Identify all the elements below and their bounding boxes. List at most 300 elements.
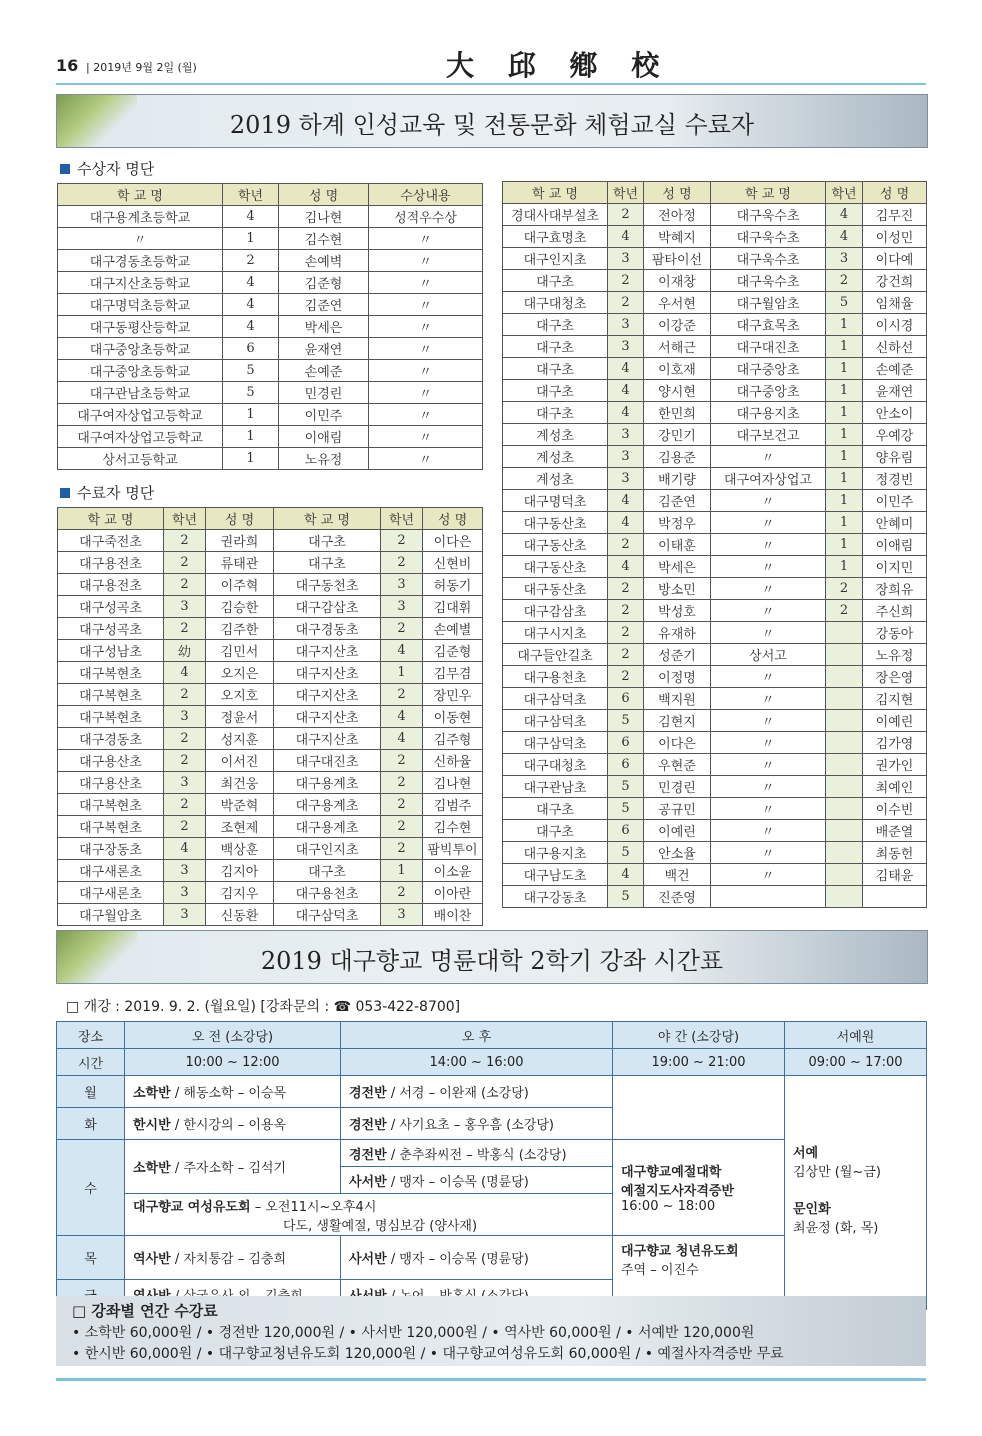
table-row xyxy=(503,666,927,688)
table-row xyxy=(58,662,483,684)
table-row xyxy=(503,534,927,556)
table-cell: 대구초 xyxy=(503,380,608,402)
table-cell: 대구복현초 xyxy=(58,662,164,684)
table-cell: 방소민 xyxy=(644,578,711,600)
column-header: 학년 xyxy=(826,182,863,204)
table-cell: 2 xyxy=(608,666,644,688)
table-row xyxy=(503,446,927,468)
table-cell: 안혜미 xyxy=(863,512,927,534)
table-cell: 3 xyxy=(164,596,206,618)
table-row xyxy=(58,574,483,596)
table-cell: 대구월암초 xyxy=(58,904,164,926)
table-cell: 김무겸 xyxy=(423,662,483,684)
table-cell: 대구초 xyxy=(503,798,608,820)
table-row xyxy=(58,448,483,470)
table-cell: 박혜지 xyxy=(644,226,711,248)
table-cell: 幼 xyxy=(164,640,206,662)
table-cell: 이시경 xyxy=(863,314,927,336)
column-header: 성 명 xyxy=(644,182,711,204)
table-cell: 이강준 xyxy=(644,314,711,336)
table-cell: 대구용계초등학교 xyxy=(58,206,223,228)
table-cell: 대구성곡초 xyxy=(58,596,164,618)
table-cell: 김현지 xyxy=(644,710,711,732)
table-cell: 성지훈 xyxy=(206,728,274,750)
table-cell: 1 xyxy=(826,556,863,578)
table-cell: 노유정 xyxy=(863,644,927,666)
wednesday-afternoon-1: 경전반 / 춘추좌씨전 – 박홍식 (소강당) xyxy=(341,1140,613,1167)
night-empty xyxy=(613,1076,785,1140)
table-cell: 5 xyxy=(608,710,644,732)
table-cell: 〃 xyxy=(369,316,483,338)
table-cell: 〃 xyxy=(711,820,826,842)
table-cell: 2 xyxy=(608,534,644,556)
table-cell: 2 xyxy=(164,750,206,772)
awards-section-title: 수상자 명단 xyxy=(60,158,154,179)
table-cell: 이정명 xyxy=(644,666,711,688)
table-cell: 대구삼덕초 xyxy=(274,904,381,926)
table-cell: 대구중앙초 xyxy=(711,380,826,402)
table-cell: 대구초 xyxy=(503,270,608,292)
table-cell: 〃 xyxy=(711,600,826,622)
table-cell: 대구인지초 xyxy=(503,248,608,270)
table-cell: 3 xyxy=(826,248,863,270)
table-cell: 대구명덕초 xyxy=(503,490,608,512)
table-row xyxy=(58,794,483,816)
table-row xyxy=(58,640,483,662)
table-cell: 대구초 xyxy=(274,860,381,882)
table-row xyxy=(503,292,927,314)
table-cell: 3 xyxy=(381,904,423,926)
table-row xyxy=(503,732,927,754)
table-row xyxy=(58,206,483,228)
table-row xyxy=(58,618,483,640)
table-row xyxy=(503,468,927,490)
thursday-afternoon: 사서반 / 맹자 – 이승목 (명륜당) xyxy=(341,1236,613,1280)
column-header: 학년 xyxy=(223,184,279,206)
table-cell: 대구중앙초등학교 xyxy=(58,338,223,360)
afternoon-time: 14:00 ~ 16:00 xyxy=(341,1049,613,1076)
table-cell: 대구초 xyxy=(274,552,381,574)
table-cell: 대구욱수초 xyxy=(711,204,826,226)
table-row xyxy=(58,530,483,552)
table-cell: 대구동산초 xyxy=(503,534,608,556)
table-cell: 2 xyxy=(608,644,644,666)
table-cell: 4 xyxy=(164,838,206,860)
table-row xyxy=(58,728,483,750)
table-row xyxy=(503,644,927,666)
table-cell xyxy=(826,688,863,710)
table-cell: 1 xyxy=(826,534,863,556)
column-header: 성 명 xyxy=(279,184,369,206)
completion-banner xyxy=(56,94,928,148)
table-cell: 배준열 xyxy=(863,820,927,842)
table-cell: 계성초 xyxy=(503,424,608,446)
table-row xyxy=(503,578,927,600)
table-cell: 대구들안길초 xyxy=(503,644,608,666)
table-cell: 대구감삼초 xyxy=(503,600,608,622)
table-cell: 〃 xyxy=(369,272,483,294)
table-cell: 6 xyxy=(608,688,644,710)
thursday-night: 대구향교 청년유도회 주역 – 이진수 xyxy=(613,1236,785,1310)
table-cell: 4 xyxy=(608,358,644,380)
table-cell: 백상훈 xyxy=(206,838,274,860)
table-cell: 6 xyxy=(608,820,644,842)
table-cell: 대구용계초 xyxy=(274,772,381,794)
table-cell: 대구동천초 xyxy=(274,574,381,596)
day-label: 월 xyxy=(57,1076,125,1108)
fees-title: □ 강좌별 연간 수강료 xyxy=(72,1302,218,1320)
table-cell: 3 xyxy=(164,882,206,904)
table-cell: 4 xyxy=(381,640,423,662)
table-cell: 〃 xyxy=(711,710,826,732)
table-cell: 이애림 xyxy=(863,534,927,556)
table-cell: 〃 xyxy=(711,556,826,578)
table-cell: 신동환 xyxy=(206,904,274,926)
table-row xyxy=(58,860,483,882)
table-cell xyxy=(826,754,863,776)
table-cell: 대구복현초 xyxy=(58,816,164,838)
table-cell: 4 xyxy=(608,226,644,248)
table-cell: 정윤서 xyxy=(206,706,274,728)
table-row xyxy=(503,754,927,776)
table-cell: 2 xyxy=(381,816,423,838)
table-cell xyxy=(826,820,863,842)
table-cell: 대구지산초 xyxy=(274,662,381,684)
time-label: 시간 xyxy=(57,1049,125,1076)
table-cell: 신하선 xyxy=(863,336,927,358)
table-cell: 4 xyxy=(223,316,279,338)
table-cell: 2 xyxy=(381,684,423,706)
table-cell: 〃 xyxy=(369,228,483,250)
table-cell: 대구중앙초 xyxy=(711,358,826,380)
table-cell: 대구용지초 xyxy=(711,402,826,424)
table-cell: 4 xyxy=(608,864,644,886)
table-cell: 성적우수상 xyxy=(369,206,483,228)
monday-morning: 소학반 / 해동소학 – 이승목 xyxy=(125,1076,341,1108)
table-row xyxy=(503,842,927,864)
table-cell: 2 xyxy=(826,578,863,600)
table-row xyxy=(503,512,927,534)
table-cell: 한민희 xyxy=(644,402,711,424)
table-cell: 2 xyxy=(381,530,423,552)
table-cell: 〃 xyxy=(711,666,826,688)
table-cell: 4 xyxy=(223,272,279,294)
table-cell: 2 xyxy=(826,270,863,292)
table-cell: 상서고 xyxy=(711,644,826,666)
table-cell: 5 xyxy=(826,292,863,314)
column-header: 학 교 명 xyxy=(711,182,826,204)
wednesday-night: 대구향교예절대학 예절지도사자격증반 16:00 ~ 18:00 xyxy=(613,1140,785,1236)
table-row xyxy=(58,684,483,706)
table-cell: 전아정 xyxy=(644,204,711,226)
table-cell: 4 xyxy=(223,206,279,228)
table-cell: 노유정 xyxy=(279,448,369,470)
table-cell: 주신희 xyxy=(863,600,927,622)
table-cell: 3 xyxy=(381,574,423,596)
table-cell: 1 xyxy=(381,860,423,882)
footer-rule xyxy=(56,1378,926,1381)
table-cell: 1 xyxy=(826,468,863,490)
masthead: 大 邱 鄕 校 xyxy=(446,49,672,82)
schedule-header-row xyxy=(57,1022,927,1049)
table-cell xyxy=(826,622,863,644)
table-cell: 〃 xyxy=(369,360,483,382)
schedule-title: 2019 대구향교 명륜대학 2학기 강좌 시간표 xyxy=(260,947,724,975)
column-header: 성 명 xyxy=(423,508,483,530)
table-cell: 대구경동초 xyxy=(274,618,381,640)
table-cell: 2 xyxy=(381,794,423,816)
table-cell: 4 xyxy=(608,380,644,402)
table-cell: 2 xyxy=(381,772,423,794)
table-cell: 2 xyxy=(164,728,206,750)
column-header: 학년 xyxy=(164,508,206,530)
table-cell: 배기량 xyxy=(644,468,711,490)
table-cell: 2 xyxy=(381,618,423,640)
table-cell: 〃 xyxy=(711,534,826,556)
table-cell: 〃 xyxy=(369,294,483,316)
wednesday-afternoon-2: 사서반 / 맹자 – 이승목 (명륜당) xyxy=(341,1167,613,1194)
table-cell: 박세은 xyxy=(644,556,711,578)
table-cell: 3 xyxy=(164,860,206,882)
table-cell: 박성호 xyxy=(644,600,711,622)
table-cell: 4 xyxy=(608,402,644,424)
table-cell: 팜타이선 xyxy=(644,248,711,270)
table-cell: 대구복현초 xyxy=(58,684,164,706)
table-cell: 안소이 xyxy=(863,402,927,424)
table-cell: 3 xyxy=(608,314,644,336)
table-cell: 김지아 xyxy=(206,860,274,882)
table-cell: 이주혁 xyxy=(206,574,274,596)
table-cell: 3 xyxy=(608,468,644,490)
table-row xyxy=(503,820,927,842)
table-cell: 대구관남초 xyxy=(503,776,608,798)
table-cell xyxy=(826,842,863,864)
table-cell: 〃 xyxy=(369,448,483,470)
schedule-banner xyxy=(56,930,928,984)
table-row xyxy=(58,904,483,926)
table-cell: 2 xyxy=(608,270,644,292)
table-cell: 6 xyxy=(608,732,644,754)
fees-box xyxy=(56,1296,926,1366)
table-cell: 김범주 xyxy=(423,794,483,816)
table-cell xyxy=(863,886,927,908)
table-row xyxy=(503,600,927,622)
table-cell: 대구용천초 xyxy=(274,882,381,904)
table-row xyxy=(58,816,483,838)
table-cell: 우예강 xyxy=(863,424,927,446)
table-cell: 이태훈 xyxy=(644,534,711,556)
table-cell: 대구대청초 xyxy=(503,292,608,314)
table-cell: 2 xyxy=(381,882,423,904)
table-row xyxy=(58,272,483,294)
column-header: 학년 xyxy=(608,182,644,204)
table-cell: 대구대진초 xyxy=(711,336,826,358)
table-cell: 대구동평산등학교 xyxy=(58,316,223,338)
table-cell: 이다은 xyxy=(644,732,711,754)
table-row xyxy=(503,622,927,644)
table-cell: 이재창 xyxy=(644,270,711,292)
table-cell: 이민주 xyxy=(279,404,369,426)
table-cell: 계성초 xyxy=(503,446,608,468)
table-row xyxy=(503,226,927,248)
table-cell: 대구새론초 xyxy=(58,882,164,904)
table-cell: 이동현 xyxy=(423,706,483,728)
table-cell: 강건희 xyxy=(863,270,927,292)
table-row xyxy=(503,886,927,908)
table-cell: 〃 xyxy=(711,446,826,468)
table-cell: 3 xyxy=(608,248,644,270)
table-cell: 대구용전초 xyxy=(58,574,164,596)
thursday-morning: 역사반 / 자치통감 – 김충희 xyxy=(125,1236,341,1280)
table-cell: 5 xyxy=(608,842,644,864)
table-cell: 대구삼덕초 xyxy=(503,710,608,732)
table-row xyxy=(503,710,927,732)
table-row xyxy=(58,882,483,904)
morning-time: 10:00 ~ 12:00 xyxy=(125,1049,341,1076)
table-cell: 1 xyxy=(826,490,863,512)
table-cell: 민경린 xyxy=(279,382,369,404)
table-cell: 〃 xyxy=(711,512,826,534)
table-cell: 3 xyxy=(608,424,644,446)
table-cell: 2 xyxy=(164,684,206,706)
table-cell: 서해근 xyxy=(644,336,711,358)
table-cell: 대구경동초 xyxy=(58,728,164,750)
day-label: 수 xyxy=(57,1140,125,1236)
table-cell: 손예벽 xyxy=(279,250,369,272)
table-cell: 5 xyxy=(608,776,644,798)
completion-title: 2019 하계 인성교육 및 전통문화 체험교실 수료자 xyxy=(229,111,755,139)
table-row xyxy=(503,336,927,358)
table-cell: 1 xyxy=(826,336,863,358)
table-cell: 〃 xyxy=(369,404,483,426)
table-cell: 이애림 xyxy=(279,426,369,448)
table-cell: 대구대청초 xyxy=(503,754,608,776)
afternoon-header: 오 후 xyxy=(341,1022,613,1049)
table-cell xyxy=(826,798,863,820)
table-cell: 양시현 xyxy=(644,380,711,402)
table-row xyxy=(503,776,927,798)
monday-row xyxy=(57,1076,927,1108)
table-cell: 대구초 xyxy=(503,820,608,842)
table-row xyxy=(503,490,927,512)
schedule-intro: □ 개강 : 2019. 9. 2. (월요일) [강좌문의 : ☎ 053-422-8700] xyxy=(66,999,461,1015)
table-cell: 김준연 xyxy=(279,294,369,316)
table-cell: 박정우 xyxy=(644,512,711,534)
header-rule xyxy=(56,83,926,85)
table-cell: 대구용지초 xyxy=(503,842,608,864)
table-cell: 이다은 xyxy=(423,530,483,552)
table-cell: 윤재연 xyxy=(863,380,927,402)
table-cell: 대구욱수초 xyxy=(711,270,826,292)
day-label: 화 xyxy=(57,1108,125,1140)
awards-table xyxy=(57,183,483,470)
table-cell: 6 xyxy=(223,338,279,360)
table-cell: 대구용산초 xyxy=(58,772,164,794)
table-cell: 1 xyxy=(223,404,279,426)
table-cell: 대구관남초등학교 xyxy=(58,382,223,404)
morning-header: 오 전 (소강당) xyxy=(125,1022,341,1049)
table-cell: 이성민 xyxy=(863,226,927,248)
table-cell: 2 xyxy=(164,618,206,640)
table-cell: 〃 xyxy=(711,688,826,710)
table-cell: 손예준 xyxy=(279,360,369,382)
completers-table-right xyxy=(502,181,927,908)
table-cell: 4 xyxy=(608,490,644,512)
table-cell: 4 xyxy=(608,556,644,578)
table-cell: 우서현 xyxy=(644,292,711,314)
table-cell: 대구초 xyxy=(274,530,381,552)
calligraphy-header: 서예원 xyxy=(785,1022,927,1049)
table-row xyxy=(503,248,927,270)
column-header: 성 명 xyxy=(863,182,927,204)
table-cell: 대구새론초 xyxy=(58,860,164,882)
table-cell: 김가영 xyxy=(863,732,927,754)
table-cell: 2 xyxy=(608,622,644,644)
table-cell: 팜빅투이 xyxy=(423,838,483,860)
table-cell: 오지은 xyxy=(206,662,274,684)
table-cell: 대구지산초 xyxy=(274,706,381,728)
table-cell: 2 xyxy=(164,794,206,816)
column-header: 학 교 명 xyxy=(58,508,164,530)
column-header: 학 교 명 xyxy=(274,508,381,530)
table-row xyxy=(503,798,927,820)
table-cell: 3 xyxy=(608,336,644,358)
table-cell: 김준형 xyxy=(423,640,483,662)
fees-line-2: • 한시반 60,000원 / • 대구향교청년유도회 120,000원 / • 대구향교여성유도회 60,000원 / • 예절사자격증반 무료 xyxy=(72,1346,784,1362)
table-cell: 〃 xyxy=(369,338,483,360)
table-cell: 성준기 xyxy=(644,644,711,666)
table-cell: 대구시지초 xyxy=(503,622,608,644)
table-cell: 김대휘 xyxy=(423,596,483,618)
table-cell: 정경빈 xyxy=(863,468,927,490)
table-cell: 1 xyxy=(223,228,279,250)
table-cell: 대구성곡초 xyxy=(58,618,164,640)
table-cell: 양유림 xyxy=(863,446,927,468)
table-cell: 〃 xyxy=(369,382,483,404)
table-cell: 권가인 xyxy=(863,754,927,776)
table-cell xyxy=(826,710,863,732)
table-row xyxy=(503,204,927,226)
table-cell: 대구효목초 xyxy=(711,314,826,336)
table-cell: 김주한 xyxy=(206,618,274,640)
table-cell: 〃 xyxy=(369,250,483,272)
table-cell: 이아란 xyxy=(423,882,483,904)
table-cell: 〃 xyxy=(711,490,826,512)
table-cell: 장희유 xyxy=(863,578,927,600)
column-header: 수상내용 xyxy=(369,184,483,206)
table-cell: 김준연 xyxy=(644,490,711,512)
column-header: 학 교 명 xyxy=(58,184,223,206)
table-cell: 4 xyxy=(826,204,863,226)
table-cell: 공규민 xyxy=(644,798,711,820)
table-cell: 2 xyxy=(164,552,206,574)
table-cell: 〃 xyxy=(711,754,826,776)
table-cell: 대구강동초 xyxy=(503,886,608,908)
table-row xyxy=(58,294,483,316)
table-cell: 2 xyxy=(608,600,644,622)
table-cell: 강민기 xyxy=(644,424,711,446)
table-cell: 진준영 xyxy=(644,886,711,908)
table-cell: 김용준 xyxy=(644,446,711,468)
table-cell: 김나현 xyxy=(423,772,483,794)
table-row xyxy=(503,402,927,424)
table-row xyxy=(503,380,927,402)
table-cell: 2 xyxy=(381,750,423,772)
table-header-row xyxy=(58,508,483,530)
table-cell: 이예린 xyxy=(863,710,927,732)
table-row xyxy=(58,596,483,618)
column-header: 학년 xyxy=(381,508,423,530)
